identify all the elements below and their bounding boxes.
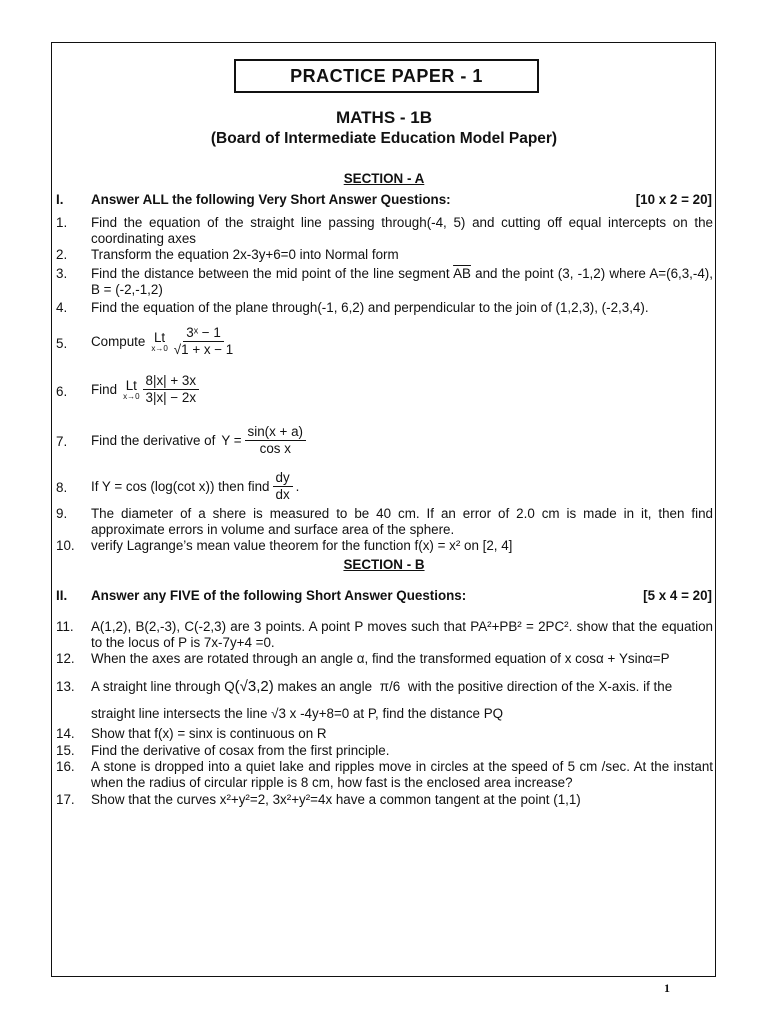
segment-label: $\overline{AB}$ [453, 266, 471, 281]
sqrt-term: √3 [271, 706, 286, 721]
question-number: 8. [56, 480, 68, 495]
limit-label: Lt [125, 377, 137, 393]
numerator: 3ˣ − 1 [183, 325, 224, 342]
part-roman: I. [56, 192, 64, 207]
point-q: (√3,2) [234, 678, 274, 695]
question-text-part: A straight line through Q [91, 679, 235, 694]
question-text-part: with the positive direction of the X-axis. if the [407, 679, 673, 694]
question-text-part: straight line intersects the line [91, 706, 268, 721]
question-text-part: and the point (3, -1,2) where A=(6,3,-4), B = (-2,-1,2) [91, 266, 713, 297]
part-instruction: Answer any FIVE of the following Short Answer Questions: [91, 588, 467, 603]
question-text: The diameter of a shere is measured to be 40 cm. If an error of 2.0 cm is made in it, then find approximate errors in volume and surface area of the sphere. [91, 506, 713, 537]
part-roman: II. [56, 588, 68, 603]
part-instruction: Answer ALL the following Very Short Answer Questions: [91, 192, 451, 207]
question-number: 3. [56, 266, 68, 281]
question-text-part: Find the distance between the mid point of the line segment [91, 266, 450, 281]
denominator: 3|x| − 2x [145, 390, 197, 405]
question-number: 15. [56, 743, 75, 758]
fraction [273, 470, 293, 503]
question-number: 5. [56, 336, 68, 351]
denominator: dx [275, 487, 290, 502]
question-text: When the axes are rotated through an angle α, find the transformed equation of x cosα + Ysinα=P [91, 651, 670, 666]
question-text [91, 325, 713, 358]
denominator: cos x [259, 441, 291, 456]
equation-lhs: Y = [221, 432, 242, 448]
question-text: Transform the equation 2x-3y+6=0 into Normal form [91, 247, 399, 262]
question-text: A(1,2), B(2,-3), C(-2,3) are 3 points. A point P moves such that PA²+PB² = 2PC². show that the equation to the locus of P is 7x-7y+4 =0. [91, 619, 713, 650]
question-text-part: x -4y+8=0 at P, find the distance PQ [289, 706, 504, 721]
limit-subscript: x→0 [151, 343, 168, 353]
question-number: 11. [56, 619, 74, 634]
question-text: Find the equation of the plane through(-1, 6,2) and perpendicular to the join of (1,2,3), (-2,3,4). [91, 300, 649, 315]
page-title: PRACTICE PAPER - 1 [234, 59, 539, 93]
page-number: 1 [664, 981, 670, 995]
question-number: 12. [56, 651, 75, 666]
question-text: Find the equation of the straight line passing through(-4, 5) and cutting off equal intercepts on the coordinating axes [91, 215, 713, 246]
fraction [171, 325, 236, 358]
limit-operator [151, 331, 167, 353]
question-text-part: Compute [91, 333, 146, 349]
question-text [91, 677, 713, 723]
limit-subscript: x→0 [123, 391, 140, 401]
question-text: Show that f(x) = sinx is continuous on R [91, 726, 327, 741]
question-number: 16. [56, 759, 75, 774]
question-text: A stone is dropped into a quiet lake and ripples move in circles at the speed of 5 cm /sec. At the instant when the radius of circular ripple is 8 cm, how fast is the enclosed area increase? [91, 759, 713, 790]
subject-heading: MATHS - 1B [335, 108, 432, 127]
question-text-part: If Y = cos (log(cot x)) then find [91, 478, 270, 494]
numerator: 8|x| + 3x [143, 373, 200, 390]
board-subtitle: (Board of Intermediate Education Model Paper) [210, 130, 558, 147]
question-number: 14. [56, 726, 75, 741]
question-number: 6. [56, 384, 68, 399]
limit-operator [123, 379, 139, 401]
question-number: 1. [56, 215, 68, 230]
question-text: verify Lagrange’s mean value theorem for the function f(x) = x² on [2, 4] [91, 538, 513, 553]
part-marks: [5 x 4 = 20] [643, 588, 712, 603]
section-a-heading: SECTION - A [343, 171, 425, 186]
question-6 [56, 373, 713, 409]
section-b-heading: SECTION - B [343, 557, 425, 572]
question-text-part: Find [91, 381, 118, 397]
question-text [91, 424, 713, 457]
fraction [143, 373, 200, 406]
fraction [245, 424, 306, 457]
question-number: 4. [56, 300, 68, 315]
question-number: 9. [56, 506, 68, 521]
question-text [91, 373, 713, 406]
question-text: Show that the curves x²+y²=2, 3x²+y²=4x have a common tangent at the point (1,1) [91, 792, 581, 807]
question-number: 17. [56, 792, 75, 807]
question-text [91, 266, 713, 298]
question-5 [56, 325, 713, 361]
question-number: 2. [56, 247, 68, 262]
question-8 [56, 470, 713, 504]
question-text-part: Find the derivative of [91, 432, 216, 448]
part-marks: [10 x 2 = 20] [635, 192, 712, 207]
question-text-part: makes an angle [277, 679, 373, 694]
numerator: sin(x + a) [245, 424, 306, 441]
question-text: Find the derivative of cosax from the first principle. [91, 743, 390, 758]
question-text: If Y = cos (log(cot x)) then find $\frac{dy}{dx}$ . [91, 470, 300, 502]
angle-value: π/6 [379, 679, 401, 694]
limit-label: Lt [153, 329, 166, 345]
question-7 [56, 424, 713, 458]
question-number: 7. [56, 434, 68, 449]
question-number: 10. [56, 538, 75, 553]
numerator: dy [273, 470, 293, 487]
question-number: 13. [56, 679, 75, 694]
denominator: √1 + x − 1 [173, 342, 234, 357]
